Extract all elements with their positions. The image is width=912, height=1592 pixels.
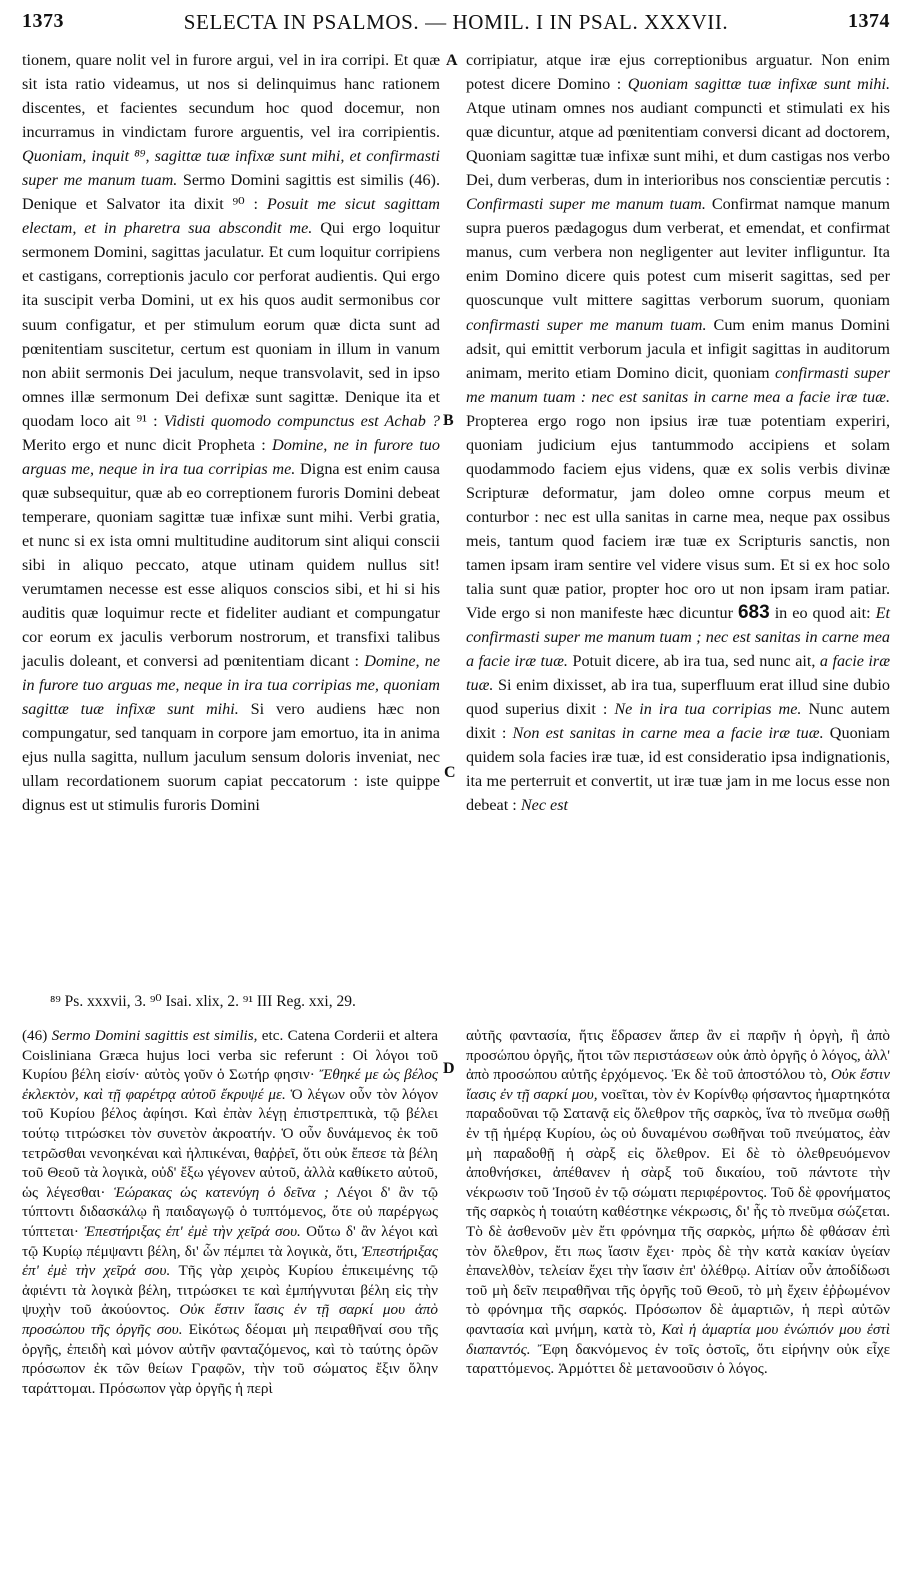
- main-text-right-column: [466, 48, 890, 818]
- page-number-left: 1373: [22, 10, 64, 32]
- scripture-footnotes: ⁸⁹ Ps. xxxvii, 3. ⁹⁰ Isai. xlix, 2. ⁹¹ III Reg. xxi, 29.: [50, 993, 356, 1010]
- main-text-paragraph: corripiatur, atque iræ ejus correptionibus arguatur. Non enim potest dicere Domino : Quoniam sagittæ tuæ infixæ sunt mihi. Atque utinam omnes nos audiant compuncti et stimulati ex his quæ dicuntur, atque ad pœnitentiam conversi dicant ad doctorem, Quoniam sagittæ tuæ infixæ sunt mihi, et dum castigas nos verbo Dei, dum verberas, dum in interioribus nos conscientiæ percutis : Confirmasti super me manum tuam. Confirmat namque manum supra pueros pædagogus dum verberat, et emendat, et confirmat manus, cum verbera non negligenter aut leviter infliguntur. Ita enim Domino dicere quis potest cum miserit sagittas, sed per quoscunque vult mittere sagittas verborum suorum, quoniam confirmasti super me manum tuam. Cum enim manus Domini adsit, qui emittit verborum jacula et infigit sagittas in auditorum animam, merito etiam Domino dicit, quoniam confirmasti super me manum tuam : nec est sanitas in carne mea a facie iræ tuæ. Propterea ergo rogo non ipsius iræ tuæ potentiam experiri, quoniam judicium ejus tantummodo accipiens et solam quodammodo faciem ejus videns, quæ ex solis verbis divinæ Scripturæ deformatur, jam doleo omne corpus meum et conturbor : nec est ulla sanitas in carne mea, neque pax ossibus meis, tantum quod faciem iræ tuæ ex Scripturis sanctis, non tamen ipsam iram sentire vel videre visus sum. Et si ex hoc solo talia sunt quæ patior, propter hoc oro ut non ipsam iram patiar. Vide ergo si non manifeste hæc dicuntur 683 in eo quod ait: Et confirmasti super me manum tuam ; nec est sanitas in carne mea a facie iræ tuæ. Potuit dicere, ab ira tua, sed nunc ait, a facie iræ tuæ. Si enim dixisset, ab ira tua, superfluum erat illud sine dubio quod superius dixit : Ne in ira tua corripias me. Nunc autem dixit : Non est sanitas in carne mea a facie iræ tuæ. Quoniam quidem sola facies iræ tuæ, id est consideratio ipsa indignationis, ita me perterruit et convertit, ut iræ tuæ jam in me locus esse non debeat : Nec est: [466, 51, 891, 815]
- running-header: [22, 10, 890, 38]
- margin-marker-b: B: [443, 412, 454, 429]
- note-paragraph: (46) Sermo Domini sagittis est similis, etc. Catena Corderii et altera Coisliniana Græca hujus loci verba sic referunt : Οἱ λόγοι τοῦ Κυρίου βέλη εἰσίν· αὐτὸς γοῦν ὁ Σωτήρ φησιν· Ἔθηκέ με ὡς βέλος ἐκλεκτὸν, καὶ τῇ φαρέτρᾳ αὐτοῦ ἔκρυψέ με. Ὁ λέγων οὖν τὸν λόγον τοῦ Κυρίου βέλος ἀφίησι. Καὶ ἐπὰν λέγῃ ἐπιστρεπτικὰ, τῷ βέλει τούτῳ τιτρώσκει τὸν συνετὸν ἀκροατήν. Ὁ οὖν δυνάμενος ἐκ τοῦ τετρῶσθαι νενοηκέναι καὶ ἡλπικέναι, θαῤῥεῖ, ὅτι οὐκ ἔπεσε τὰ βέλη τοῦ Θεοῦ τὰ λογικὰ, οὐδ' ἔξω γέγονεν αὐτοῦ, ἀλλὰ καθίκετο αὐτοῦ, ὡς λέγεσθαι· Ἑώρακας ὡς κατενύγη ὁ δεῖνα ; Λέγοι δ' ἂν τῷ τύπτοντι διδασκάλῳ ἢ παιδαγωγῷ ὁ τυπτόμενος, ὅτε οὐ παρέργως τύπτεται· Ἐπεστήριξας ἐπ' ἐμὲ τὴν χεῖρά σου. Οὕτω δ' ἂν λέγοι καὶ τῷ Κυρίῳ πέμψαντι βέλη, δι' ὧν πέμπει τὰ λογικὰ, ὅτι, Ἐπεστήριξας ἐπ' ἐμὲ τὴν χεῖρά σου. Τῆς γὰρ χειρὸς Κυρίου ἐπικειμένης τῷ ἀφιέντι τὰ λογικὰ βέλη, τιτρώσκει τε καὶ ἐμπήγνυται βέλη εἰς τὴν ψυχὴν τοῦ ἀκούοντος. Οὐκ ἔστιν ἴασις ἐν τῇ σαρκί μου ἀπὸ προσώπου τῆς ὀργῆς σου. Εἰκότως δέομαι μὴ πειραθῆναί σου τῆς ὀργῆς, ἐπειδὴ καὶ μόνον αὐτῆν φανταζόμενος, καὶ τὸ ταύτης ὁρῶν πρόσωπον ἐκ τῶν θείων Γραφῶν, τὴν τοῦ σώματος ἔξιν ὅλην ταράττομαι. Πρόσωπον γὰρ ὀργῆς ἡ περὶ: [22, 1027, 439, 1397]
- main-text-paragraph: tionem, quare nolit vel in furore argui, vel in ira corripi. Et quæ sit ista ratio videamus, ut nos si delinquimus hanc rationem discentes, et facientes secundum hoc quod docemur, non incurramus in vindictam furore arguentis, vel ira corripientis. Quoniam, inquit ⁸⁹, sagittæ tuæ infixæ sunt mihi, et confirmasti super me manum tuam. Sermo Domini sagittis est similis (46). Denique et Salvator ita dixit ⁹⁰ : Posuit me sicut sagittam electam, et in pharetra sua abscondit me. Qui ergo loquitur sermonem Domini, sagittas jaculatur. Et cum loquitur corripiens et castigans, correptionis jaculo cor perforat audientis. Qui ergo ita suscipit verba Domini, ut ex his quos audit sermonibus cor suum configatur, et per stimulum eorum quæ dicta sunt ad pœnitentiam suscitetur, certum est quoniam in illum in vanum non abiit sermonis Dei jaculum, neque transvolavit, sed in ipso omnes illæ sermonum Dei defixæ sunt sagittæ. Denique ita et quodam loco ait ⁹¹ : Vidisti quomodo compunctus est Achab ? Merito ergo et nunc dicit Propheta : Domine, ne in furore tuo arguas me, neque in ira tua corripias me. Digna est enim causa quæ subsequitur, quæ ab eo correptionem furoris Domini debeat temperare, quoniam sagittæ tuæ infixæ sunt mihi. Verbi gratia, et nunc si ex ista omni multitudine auditorum sint aliqui conscii sibi in aliquo peccato, atque utinam quidem nullus sit! verumtamen necesse est esse aliquos conscios sibi, et hi si his auditis quæ loquimur recte et fideliter audiant et compungatur cor eorum ex jaculis verborum nostrorum, et transfixi talibus jaculis doleant, et conversi ad pœnitentiam dicant : Domine, ne in furore tuo arguas me, neque in ira tua corripias me, quoniam sagittæ tuæ infixæ sunt mihi. Si vero audiens hæc non compungatur, sed tanquam in corpore jam emortuo, ita in anima ejus nulla sagitta, nullum jaculum sensum doloris inveniat, nec ullam recordationem suorum capiat peccatorum : iste quippe dignus est ut stimulis furoris Domini: [22, 51, 441, 815]
- edition-page-mark: 683: [737, 602, 770, 624]
- note-paragraph: αὐτῆς φαντασία, ἥτις ἔδρασεν ἅπερ ἂν εἰ παρῆν ἡ ὀργὴ, ἢ ἀπὸ προσώπου ὀργῆς, ἤτοι τῶν περιστάσεων οὐκ ἀπὸ ὀργῆς ὁ λόγος, ἀλλ' ἀπὸ προσώπου αὐτῆς ἐρχόμενος. Ἐκ δὲ τοῦ ἀποστόλου τὸ, Οὐκ ἔστιν ἴασις ἐν τῇ σαρκί μου, νοεῖται, τὸν ἐν Κορίνθῳ φήσαντος ἡμαρτηκότα παραδοῦναι τῷ Σατανᾷ εἰς ὄλεθρον τῆς σαρκὸς, ἵνα τὸ πνεῦμα σωθῇ ἐν τῇ ἡμέρᾳ Κυρίου, ὡς οὐ δυναμένου σωθῆναι τοῦ πνεύματος, ἐὰν μὴ παραδοθῇ ἡ σὰρξ εἰς ὄλεθρον. Εἰ δὲ τὸ ὀλεθρευόμενον ἀποθνήσκει, ἀπέθανεν ἡ σὰρξ τοῦ δικαίου, τοῦ πάντοτε τὴν νέκρωσιν τοῦ Ἰησοῦ ἐν τῷ σώματι περιφέροντος. Τοῦ δὲ φρονήματος τῆς σαρκὸς ἡ τοιαύτη καθέστηκε νέκρωσις, δι' ἧς τὸ πνεῦμα σώζεται. Τὸ δὲ ἀσθενοῦν μὲν ἔτι φρόνημα τῆς σαρκὸς, μήπω δὲ φθάσαν ἐπὶ τὸν ὄλεθρον, ἔτι πως ἴασιν ἔχει· πρὸς δὲ τὴν κατὰ κακίαν ὑγείαν ἐπανελθὸν, τελείαν ἔχει τὴν ἴασιν ἐπ' ὀλέθρῳ. Αἰτίαν οὖν ἀποδίδωσι τοῦ μὴ δεῖν πειραθῆναι τῆς ὀργῆς τοῦ Θεοῦ, τὸ μὴ ἔχειν ἐῤῥωμένον τὸ φρόνημα τῆς σαρκός. Πρόσωπον δὲ ἁμαρτιῶν, ἡ περὶ αὐτῶν φαντασία καὶ μνήμη, κατὰ τὸ, Καὶ ἡ ἁμαρτία μου ἐνώπιόν μου ἐστὶ διαπαντός. Ἔφη δακνόμενος ἐν τοῖς ὀστοῖς, ὅτι εἰρήνην οὐκ εἶχε ταραττόμενος. Ἁρμόττει δὲ μετανοοῦσιν ὁ λόγος.: [466, 1027, 891, 1378]
- margin-marker-a: A: [446, 52, 458, 69]
- margin-marker-c: C: [444, 764, 456, 781]
- editorial-notes-right-column: [466, 1026, 890, 1379]
- editorial-notes-left-column: [22, 1026, 438, 1398]
- page-number-right: 1374: [848, 10, 890, 32]
- margin-marker-d: D: [443, 1060, 455, 1077]
- main-text-left-column: [22, 48, 440, 818]
- running-title: SELECTA IN PSALMOS. — HOMIL. I IN PSAL. XXXVII.: [183, 10, 729, 34]
